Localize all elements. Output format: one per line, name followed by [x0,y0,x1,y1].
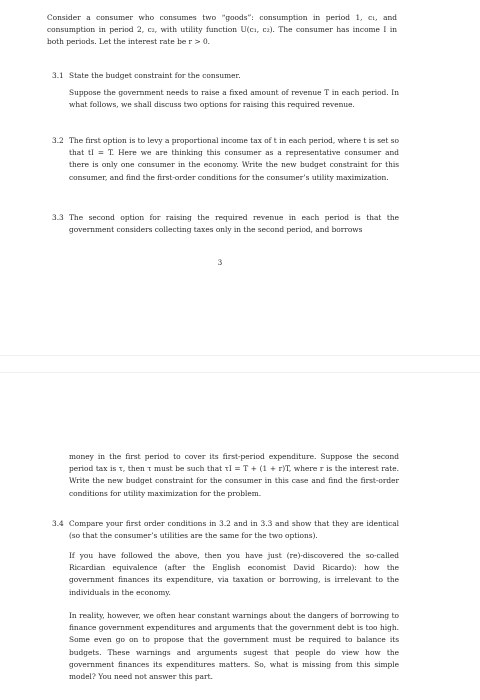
question-number: 3.2 [52,136,64,145]
question-3-4-paragraph-3: In reality, however, we often hear constant warnings about the dangers of borrowing to finance government expenditures and arguments that the government debt is too high. Some even go on to propose that the government must be required to balance its budgets. These warnings and arguments sugest that people do view how the government finances its expenditures matters. So, what is missing from this simple model? You need not answer this part. [69,611,399,682]
question-number: 3.1 [52,71,64,80]
document-page [0,373,480,700]
question-3-3-continued: money in the first period to cover its first-period expenditure. Suppose the second period tax is τ, then τ must be such that τI = T + (1 + r)T, where r is the interest rate. Write the new budget constraint for the consumer in this case and find the first-order conditions for utility maximization for the problem. [69,452,399,498]
question-3-3-text: The second option for raising the required revenue in each period is that the government considers collecting taxes only in the second period, and borrows [69,213,399,235]
page-number: 3 [217,259,223,267]
question-3-1-text: Suppose the government needs to raise a fixed amount of revenue T in each period. In what follows, we shall discuss two options for raising this required revenue. [69,88,399,110]
question-3-1-title: State the budget constraint for the consumer. [69,71,241,80]
question-3-4-text: Compare your first order conditions in 3.2 and in 3.3 and show that they are identical (so that the consumer’s utilities are the same for the two options). [69,519,399,541]
question-3-4-paragraph-2: If you have followed the above, then you have just (re)-discovered the so-called Ricardian equivalence (after the English economist David Ricardo): how the government finances its expenditure, via taxation or borrowing, is irrelevant to the individuals in the economy. [69,551,399,597]
intro-paragraph: Consider a consumer who consumes two “goods”: consumption in period 1, c₁, and consumption in period 2, c₂, with utility function U(c₁, c₂). The consumer has income I in both periods. Let the interest rate be r > 0. [47,13,397,47]
question-number: 3.3 [52,213,64,222]
page-separator [0,355,480,373]
question-number: 3.4 [52,519,64,528]
question-3-2-text: The first option is to levy a proportional income tax of t in each period, where t is set so that tI = T. Here we are thinking this consumer as a representative consumer and there is only one consumer in the economy. Write the new budget constraint for this consumer, and find the first-order conditions for the consumer’s utility maximization. [69,136,399,182]
